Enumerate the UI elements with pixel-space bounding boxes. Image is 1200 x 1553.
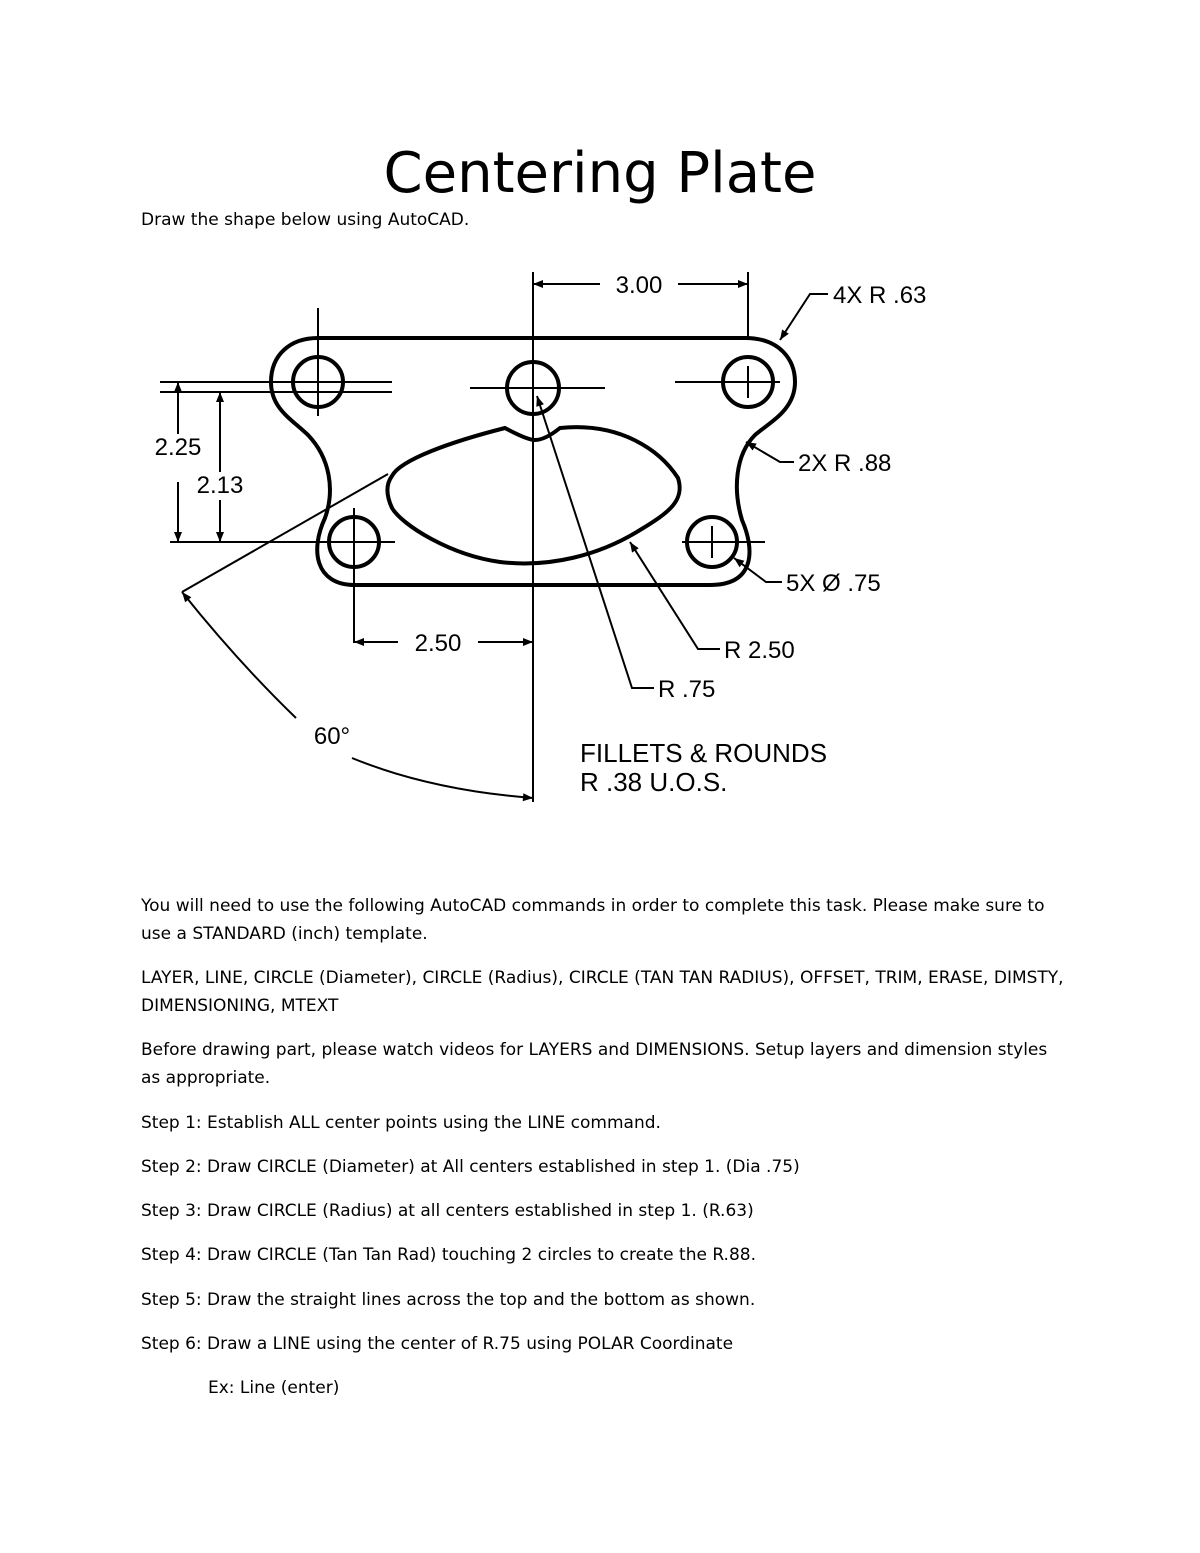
- dim-corner-radius: 4X R .63: [833, 282, 927, 309]
- centering-plate-drawing: [130, 250, 970, 820]
- dim-height-outer: 2.25: [154, 434, 202, 461]
- dim-top-width: 3.00: [615, 272, 663, 299]
- example-text: Ex: Line (enter): [208, 1378, 340, 1398]
- fillet-note-line2: R .38 U.O.S.: [580, 767, 728, 797]
- step-item: Step 6: Draw a LINE using the center of R.75 using POLAR Coordinate: [141, 1334, 734, 1354]
- dim-bottom-width: 2.50: [414, 630, 462, 657]
- dim-hole-diameter: 5X Ø .75: [786, 570, 881, 597]
- dim-large-arc: R 2.50: [724, 637, 795, 664]
- step-item: Step 3: Draw CIRCLE (Radius) at all centers established in step 1. (R.63): [141, 1201, 754, 1221]
- dim-angle: 60°: [313, 723, 351, 750]
- fillet-note-line1: FILLETS & ROUNDS: [580, 738, 828, 768]
- dim-height-inner: 2.13: [196, 472, 244, 499]
- cad-drawing: [130, 250, 970, 820]
- paragraph-command-list: LAYER, LINE, CIRCLE (Diameter), CIRCLE (Radius), CIRCLE (TAN TAN RADIUS), OFFSET, TRIM, ERASE, DIMSTY, DIMENSIONING, MTEXT: [141, 968, 1064, 1016]
- paragraph-before-drawing: Before drawing part, please watch videos for LAYERS and DIMENSIONS. Setup layers and dimension styles as appropriate.: [141, 1040, 1048, 1088]
- page-title: Centering Plate: [383, 141, 817, 206]
- step-item: Step 2: Draw CIRCLE (Diameter) at All centers established in step 1. (Dia .75): [141, 1157, 800, 1177]
- dim-side-radius: 2X R .88: [798, 450, 892, 477]
- step-item: Step 4: Draw CIRCLE (Tan Tan Rad) touching 2 circles to create the R.88.: [141, 1245, 756, 1265]
- step-item: Step 1: Establish ALL center points using the LINE command.: [141, 1113, 661, 1133]
- step-item: Step 5: Draw the straight lines across the top and the bottom as shown.: [141, 1290, 756, 1310]
- dim-small-arc: R .75: [658, 676, 716, 703]
- paragraph-commands-intro: You will need to use the following AutoCAD commands in order to complete this task. Please make sure to use a STANDARD (inch) template.: [141, 896, 1045, 944]
- intro-text: Draw the shape below using AutoCAD.: [141, 210, 470, 230]
